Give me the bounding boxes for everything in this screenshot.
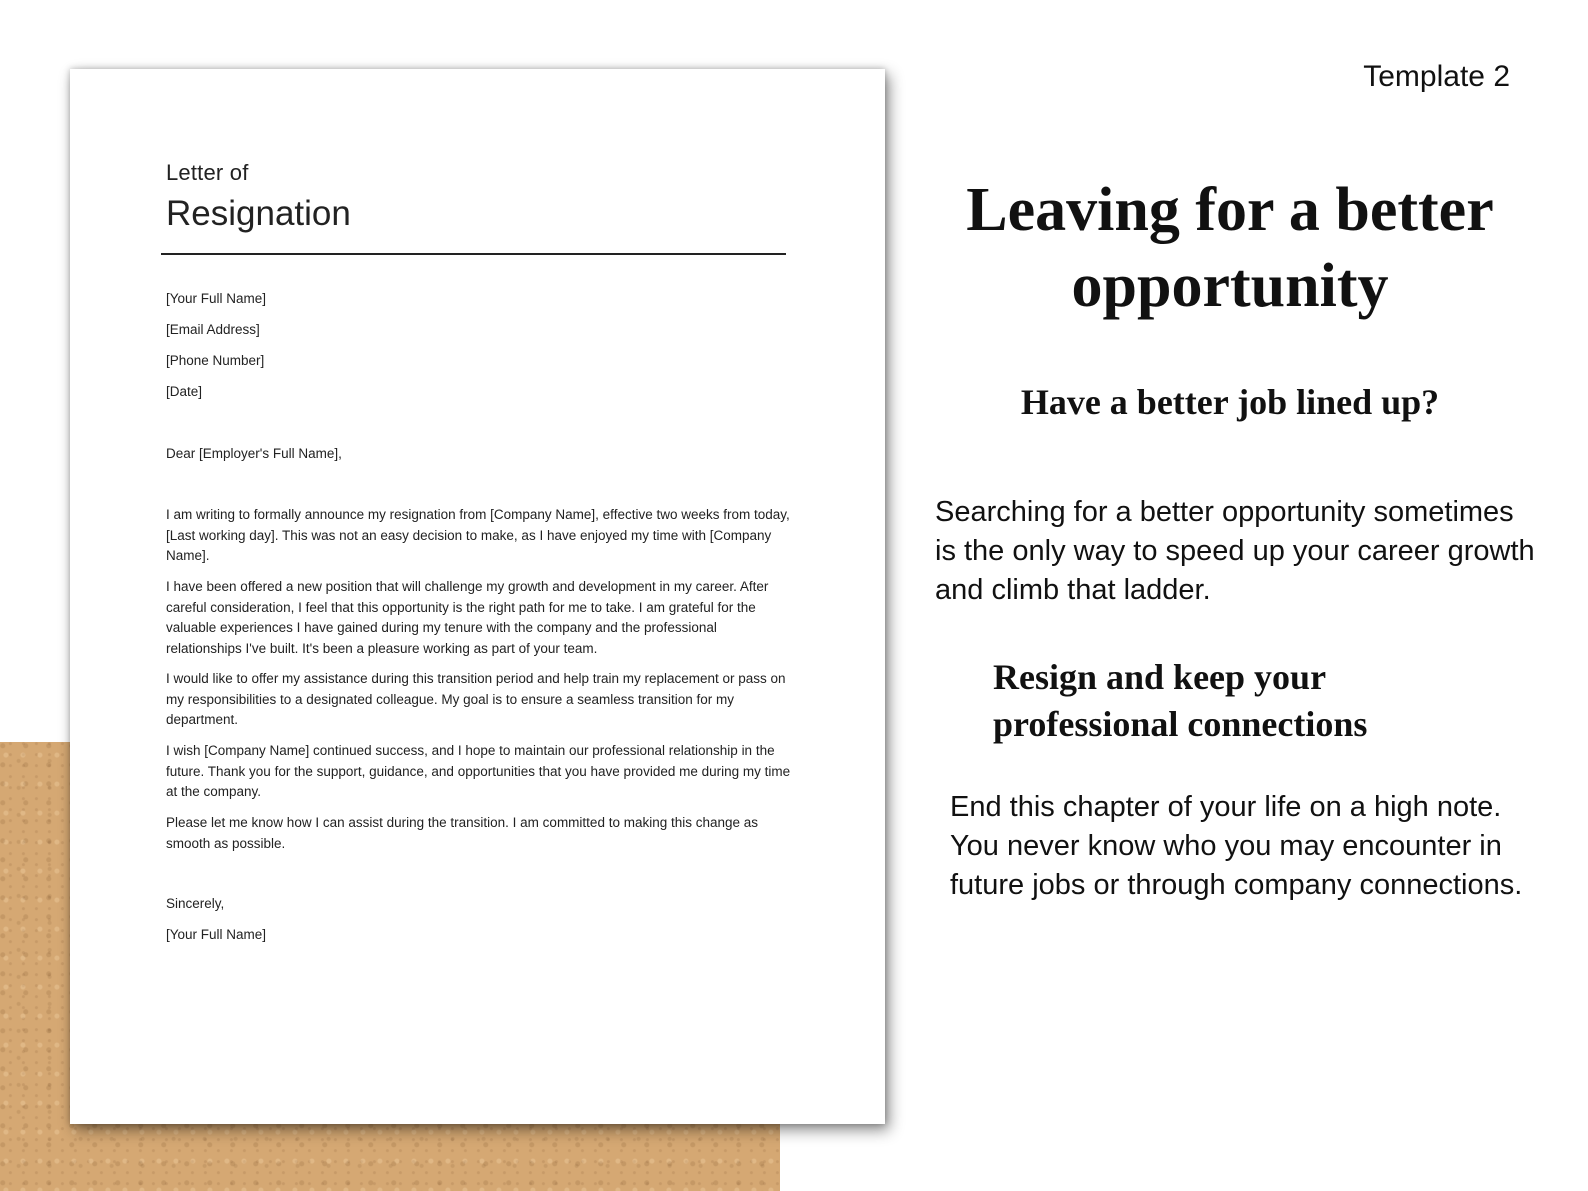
letter-title-large: Resignation [166,194,351,233]
salutation: Dear [Employer's Full Name], [166,446,342,461]
letter-paragraph-3: I would like to offer my assistance during this transition period and help train my replacement or pass on my responsibilities to a designated colleague. My goal is to ensure a seamless transition for my department. [166,671,786,728]
headline: Leaving for a better opportunity [966,176,1494,320]
signature-name: [Your Full Name] [166,927,267,942]
contact-email: [Email Address] [166,322,260,337]
letter-document [70,69,885,1124]
description-better-opportunity: Searching for a better opportunity sometimes is the only way to speed up your career growth and climb that ladder. [935,496,1535,606]
letter-paragraph-4: I wish [Company Name] continued success, and I hope to maintain our professional relationship in the future. Thank you for the support, guidance, and opportunities that you have provided me during my time at the company. [166,743,791,800]
letter-paragraph-1: I am writing to formally announce my resignation from [Company Name], effective two weeks from today, [Last working day]. This was not an easy decision to make, as I have enjoyed my time with [Company Name]. [166,507,790,564]
template-label: Template 2 [1363,60,1510,93]
subheading-better-job: Have a better job lined up? [1020,382,1440,422]
contact-phone: [Phone Number] [166,353,265,368]
subheading-keep-connections: Resign and keep your professional connections [993,657,1368,744]
letter-paragraph-5: Please let me know how I can assist during the transition. I am committed to making this change as smooth as possible. [166,815,759,851]
closing: Sincerely, [166,896,225,911]
contact-full-name: [Your Full Name] [166,291,267,306]
contact-date: [Date] [166,384,203,399]
title-divider [161,253,786,255]
description-high-note: End this chapter of your life on a high note. You never know who you may encounter in future jobs or through company connections. [950,791,1523,901]
letter-title-small: Letter of [166,160,249,185]
letter-paragraph-2: I have been offered a new position that will challenge my growth and development in my career. After careful consideration, I feel that this opportunity is the right path for me to take. I am grateful for the valuable experiences I have gained during my tenure with the company and the professional relationships I've built. It's been a pleasure working as part of your team. [166,579,769,657]
